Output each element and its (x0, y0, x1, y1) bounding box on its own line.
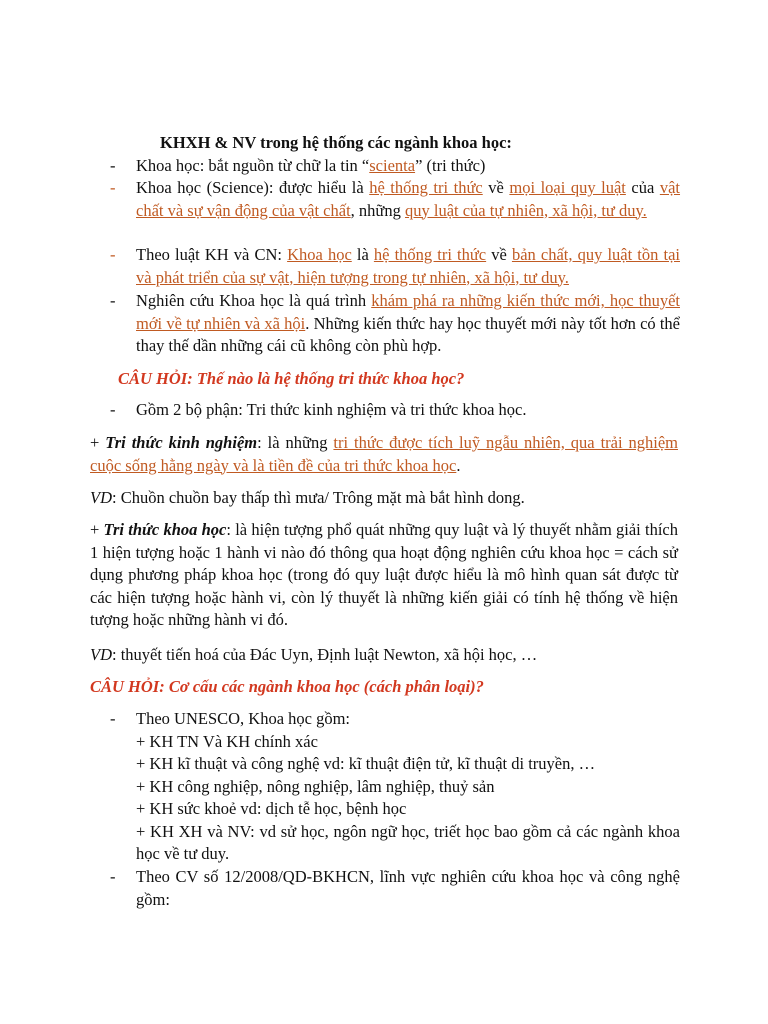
bullet-item (110, 866, 680, 911)
list-item: + KH TN Và KH chính xác (136, 731, 318, 751)
bullet-dash: - (110, 867, 116, 886)
bullet-text: Khoa học (Science): được hiểu là hệ thống tri thức về mọi loại quy luật của vật chất và sự vận động của vật chất, những quy luật của tự nhiên, xã hội, tư duy. (136, 178, 681, 220)
example-paragraph: VD: Chuồn chuồn bay thấp thì mưa/ Trông mặt mà bắt hình dong. (90, 488, 525, 507)
list-item: + KH công nghiệp, nông nghiệp, lâm nghiệp, thuỷ sản (136, 776, 495, 796)
list-item: + KH XH và NV: vd sử học, ngôn ngữ học, triết học bao gồm cả các ngành khoa học về tư duy. (136, 821, 680, 863)
highlight-text: tri thức được tích luỹ ngẫu nhiên, qua trải nghiệm cuộc sống hằng ngày và là tiền đề của tri thức khoa học (90, 433, 678, 475)
bullet-dash: - (110, 291, 116, 310)
bullet-item (110, 399, 680, 422)
bullet-item (110, 155, 680, 178)
bullet-text: Theo luật KH và CN: Khoa học là hệ thống tri thức về bản chất, quy luật tồn tại và phát triển của sự vật, hiện tượng trong tự nhiên, xã hội, tư duy. (136, 245, 680, 287)
highlight-text: khám phá ra những kiến thức mới, học thuyết mới về tự nhiên và xã hội (136, 291, 680, 333)
term-label: Tri thức kinh nghiệm (105, 433, 258, 452)
bullet-text: Gồm 2 bộ phận: Tri thức kinh nghiệm và tri thức khoa học. (136, 400, 527, 419)
highlight-text: scienta (369, 156, 416, 175)
example-label: VD (90, 645, 112, 664)
bullet-text: Theo UNESCO, Khoa học gồm: + KH TN Và KH chính xác + KH kĩ thuật và công nghệ vd: kĩ thuật điện tử, kĩ thuật di truyền, … + KH công nghiệp, nông nghiệp, lâm nghiệp, thuỷ sản + KH sức khoẻ vd: dịch tễ học, bệnh học + KH XH và NV: vd sử học, ngôn ngữ học, triết học bao gồm cả các ngành khoa học về tư duy. (136, 708, 680, 866)
example-paragraph: VD: thuyết tiến hoá của Đác Uyn, Định luật Newton, xã hội học, … (90, 645, 538, 664)
bullet-item (110, 177, 680, 222)
example-label: VD (90, 488, 112, 507)
bullet-item (110, 708, 680, 866)
highlight-text: vật chất và sự vận động của vật chất (136, 178, 681, 220)
highlight-text: quy luật của tự nhiên, xã hội, tư duy. (404, 200, 647, 220)
term-label: Tri thức khoa học (103, 520, 227, 539)
scientific-knowledge-paragraph: + Tri thức khoa học: là hiện tượng phổ quát những quy luật và lý thuyết nhằm giải thích 1 hiện tượng hoặc 1 hành vi nào đó thông qua hoạt động nghiên cứu khoa học = cách sử dụng phương pháp khoa học (trong đó quy luật được hiểu là mô hình quan sát được từ các hiện tượng hoặc hành vi, còn lý thuyết là những kiến giải có tính hệ thống về hiện tượng hoặc những hành vi đó. (90, 520, 678, 629)
bullet-item (110, 290, 680, 358)
section-title: KHXH & NV trong hệ thống các ngành khoa học: (160, 133, 512, 152)
bullet-text: Nghiên cứu Khoa học là quá trình khám phá ra những kiến thức mới, học thuyết mới về tự nhiên và xã hội. Những kiến thức hay học thuyết mới này tốt hơn có thể thay thế dần những cái cũ không còn phù hợp. (136, 291, 680, 355)
experience-knowledge-paragraph: + Tri thức kinh nghiệm: là những tri thức được tích luỹ ngẫu nhiên, qua trải nghiệm cuộc sống hằng ngày và là tiền đề của tri thức khoa học. (90, 433, 678, 475)
list-item: + KH kĩ thuật và công nghệ vd: kĩ thuật điện tử, kĩ thuật di truyền, … (136, 754, 596, 773)
highlight-text: bản chất, quy luật tồn tại và phát triển của sự vật, hiện tượng trong tự nhiên, xã hội, tư duy. (136, 245, 680, 287)
list-item: + KH sức khoẻ vd: dịch tễ học, bệnh học (136, 799, 407, 818)
bullet-dash: - (110, 178, 116, 197)
bullet-dash: - (110, 245, 116, 264)
question-heading: CÂU HỎI: Thế nào là hệ thống tri thức khoa học? (118, 369, 465, 388)
highlight-text: hệ thống tri thức (373, 245, 487, 264)
bullet-item (110, 244, 680, 289)
bullet-dash: - (110, 709, 116, 728)
highlight-text: mọi loại quy luật (509, 178, 626, 197)
bullet-dash: - (110, 156, 116, 175)
highlight-text: Khoa học (287, 245, 352, 264)
question-heading: CÂU HỎI: Cơ cấu các ngành khoa học (cách phân loại)? (90, 677, 484, 696)
bullet-dash: - (110, 400, 116, 419)
highlight-text: hệ thống tri thức (369, 178, 483, 197)
bullet-text: Theo CV số 12/2008/QD-BKHCN, lĩnh vực nghiên cứu khoa học và công nghệ gồm: (136, 867, 680, 909)
bullet-text: Khoa học: bắt nguồn từ chữ la tin “scienta” (tri thức) (136, 156, 486, 175)
